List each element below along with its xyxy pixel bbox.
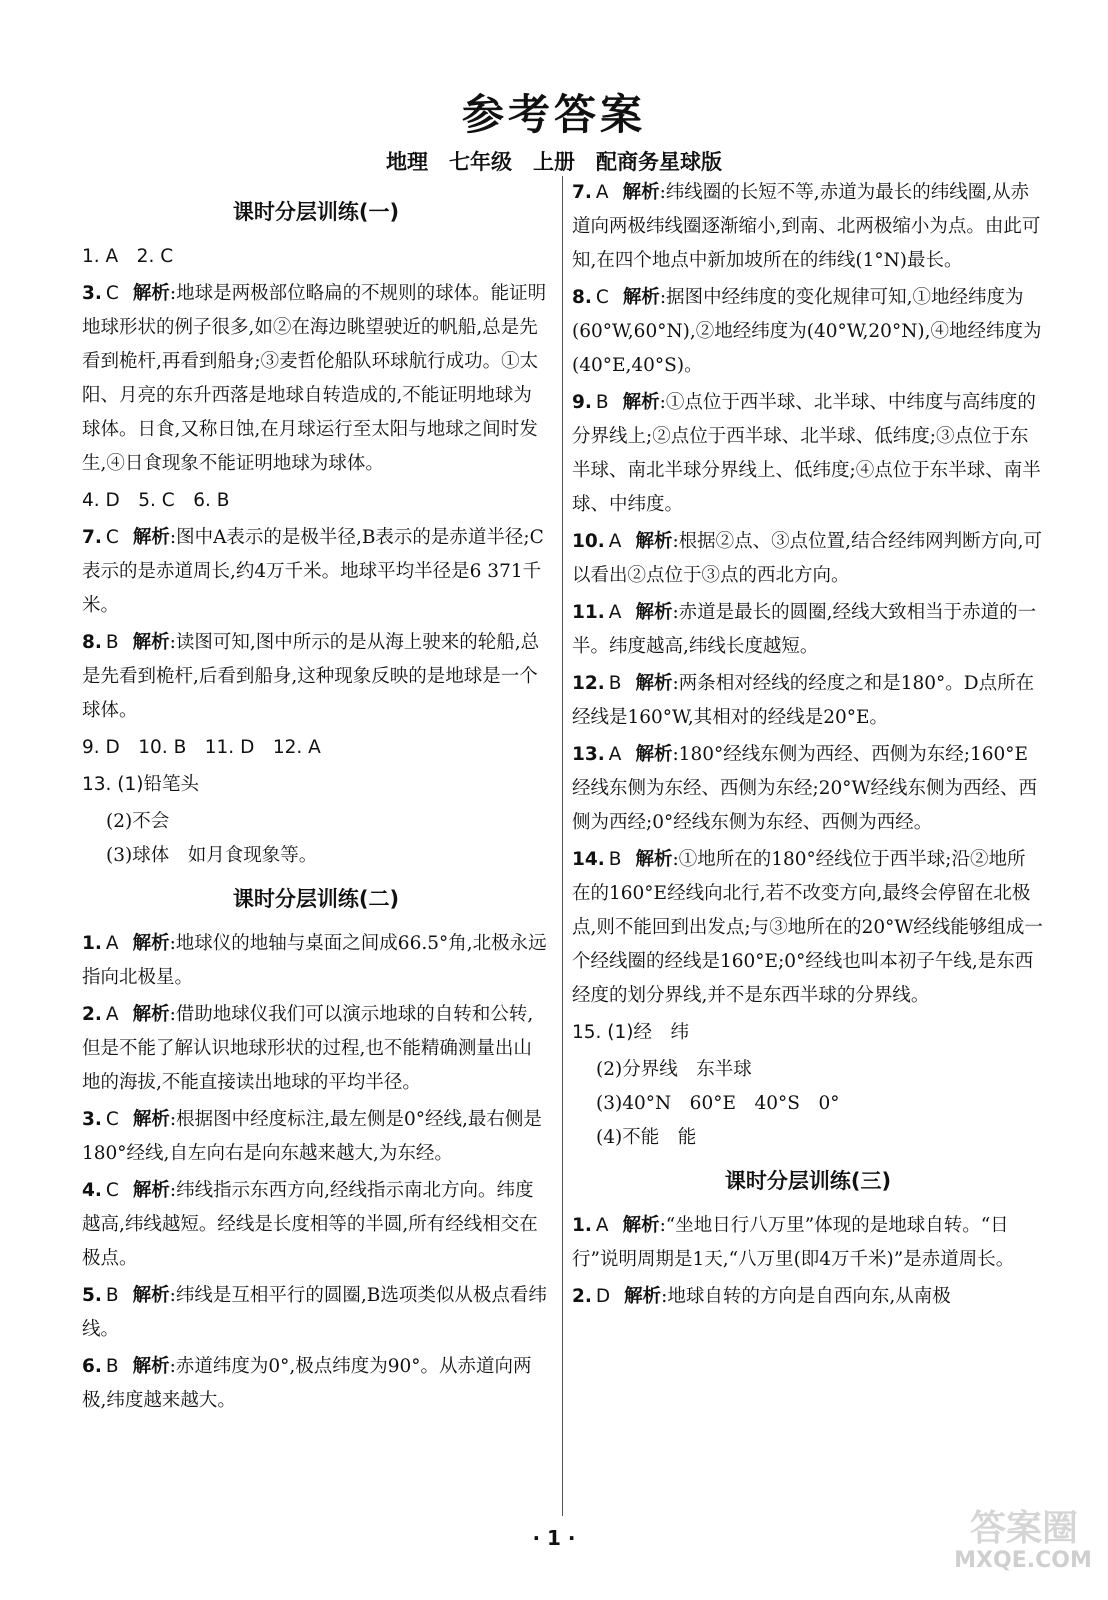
analysis-label: 解析 bbox=[132, 527, 170, 548]
analysis-text: :读图可知,图中所示的是从海上驶来的轮船,总是先看到桅杆,后看到船身,这种现象反映的是地球是一个球体。 bbox=[82, 632, 540, 721]
answer-item bbox=[572, 1209, 1044, 1277]
answer-choice: C bbox=[105, 1180, 119, 1201]
question-number: 7. bbox=[82, 527, 102, 548]
answer-item bbox=[82, 927, 550, 995]
watermark bbox=[948, 1500, 1098, 1592]
answer-item bbox=[82, 626, 550, 728]
answer-choice: C bbox=[105, 527, 119, 548]
answer-choice: D bbox=[595, 1286, 611, 1307]
analysis-label: 解析 bbox=[132, 1180, 170, 1201]
answer-item bbox=[572, 596, 1044, 664]
question-number: 7. bbox=[572, 182, 592, 203]
question-number: 4. bbox=[82, 1180, 102, 1201]
answer-choice: B bbox=[105, 632, 119, 653]
analysis-label: 解析 bbox=[622, 1215, 660, 1236]
answer-line: 1. A 2. C bbox=[82, 246, 174, 267]
answer-choice: A bbox=[105, 1004, 119, 1025]
answer-line: 4. D 5. C 6. B bbox=[82, 490, 230, 511]
answer-choice: B bbox=[105, 1356, 119, 1377]
sub-answer: (2)不会 bbox=[106, 811, 170, 832]
answer-choice: A bbox=[608, 531, 622, 552]
answer-choice: B bbox=[608, 849, 622, 870]
analysis-text: :根据图中经度标注,最左侧是0°经线,最右侧是180°经线,自左向右是向东越来越大,为东经。 bbox=[82, 1109, 542, 1164]
page-number: · 1 · bbox=[532, 1526, 576, 1550]
answer-choice: A bbox=[608, 744, 622, 765]
answer-item bbox=[82, 1350, 550, 1418]
answer-item bbox=[82, 1174, 550, 1276]
analysis-label: 解析 bbox=[132, 1004, 170, 1025]
analysis-text: :纬线指示东西方向,经线指示南北方向。纬度越高,纬线越短。经线是长度相等的半圆,所有经线相交在极点。 bbox=[82, 1180, 538, 1269]
question-number: 1. bbox=[82, 933, 102, 954]
sub-answer: (4)不能 能 bbox=[596, 1127, 697, 1148]
right-column bbox=[572, 176, 1044, 1317]
question-number: 14. bbox=[572, 849, 605, 870]
analysis-label: 解析 bbox=[635, 531, 673, 552]
answer-choice: A bbox=[105, 933, 119, 954]
answer-item bbox=[572, 843, 1044, 1013]
analysis-text: :地球自转的方向是自西向东,从南极 bbox=[661, 1286, 951, 1307]
analysis-label: 解析 bbox=[132, 1285, 170, 1306]
analysis-text: :借助地球仪我们可以演示地球的自转和公转,但是不能了解认识地球形状的过程,也不能精确测量出山地的海拔,不能直接读出地球的平均半径。 bbox=[82, 1004, 534, 1093]
analysis-label: 解析 bbox=[132, 283, 170, 304]
analysis-label: 解析 bbox=[635, 602, 673, 623]
watermark-logo: 答案圈 bbox=[969, 1508, 1078, 1549]
answer-choice: B bbox=[105, 1285, 119, 1306]
analysis-label: 解析 bbox=[635, 673, 673, 694]
question-number: 5. bbox=[82, 1285, 102, 1306]
question-number: 12. bbox=[572, 673, 605, 694]
answer-line: 15. (1)经 纬 bbox=[572, 1022, 690, 1043]
page-subtitle: 地理 七年级 上册 配商务星球版 bbox=[386, 150, 722, 174]
answer-choice: C bbox=[105, 1109, 119, 1130]
question-number: 11. bbox=[572, 602, 605, 623]
analysis-text: :①点位于西半球、北半球、中纬度与高纬度的分界线上;②点位于西半球、北半球、低纬度;③点位于东半球、南北半球分界线上、低纬度;④点位于东半球、南半球、中纬度。 bbox=[572, 392, 1041, 515]
sub-answer: (3)40°N 60°E 40°S 0° bbox=[596, 1093, 840, 1114]
analysis-label: 解析 bbox=[622, 287, 660, 308]
analysis-text: :180°经线东侧为西经、西侧为东经;160°E经线东侧为东经、西侧为东经;20°W经线东侧为西经、西侧为西经;0°经线东侧为东经、西侧为西经。 bbox=[572, 744, 1038, 833]
question-number: 13. bbox=[572, 744, 605, 765]
answer-choice: A bbox=[595, 182, 609, 203]
question-number: 1. bbox=[572, 1215, 592, 1236]
question-number: 6. bbox=[82, 1356, 102, 1377]
analysis-label: 解析 bbox=[635, 849, 673, 870]
section-heading: 课时分层训练(三) bbox=[724, 1169, 892, 1193]
answer-line: 13. (1)铅笔头 bbox=[82, 774, 200, 795]
answer-choice: C bbox=[105, 283, 119, 304]
analysis-text: :“坐地日行八万里”体现的是地球自转。“日行”说明周期是1天,“八万里(即4万千米)”是赤道周长。 bbox=[572, 1215, 1015, 1270]
analysis-text: :①地所在的180°经线位于西半球;沿②地所在的160°E经线向北行,若不改变方向,最终会停留在北极点,则不能回到出发点;与③地所在的20°W经线能够组成一个经线圈的经线是160°E;0°经线也叫本初子午线,是东西经度的划分界线,并不是东西半球的分界线。 bbox=[572, 849, 1043, 1006]
section-heading: 课时分层训练(一) bbox=[232, 200, 400, 224]
question-number: 8. bbox=[572, 287, 592, 308]
answer-item bbox=[82, 521, 550, 623]
analysis-text: :根据②点、③点位置,结合经纬网判断方向,可以看出②点位于③点的西北方向。 bbox=[572, 531, 1042, 586]
section-heading: 课时分层训练(二) bbox=[232, 887, 400, 911]
answer-item bbox=[572, 1280, 1044, 1314]
answer-item bbox=[572, 738, 1044, 840]
analysis-text: :地球仪的地轴与桌面之间成66.5°角,北极永远指向北极星。 bbox=[82, 933, 547, 988]
analysis-text: :赤道是最长的圆圈,经线大致相当于赤道的一半。纬度越高,纬线长度越短。 bbox=[572, 602, 1037, 657]
analysis-text: :纬线圈的长短不等,赤道为最长的纬线圈,从赤道向两极纬线圈逐渐缩小,到南、北两极缩小为点。由此可知,在四个地点中新加坡所在的纬线(1°N)最长。 bbox=[572, 182, 1041, 271]
page-title: 参考答案 bbox=[461, 90, 646, 139]
question-number: 3. bbox=[82, 1109, 102, 1130]
answer-item bbox=[82, 1279, 550, 1347]
analysis-label: 解析 bbox=[132, 1109, 170, 1130]
analysis-text: :纬线是互相平行的圆圈,B选项类似从极点看纬线。 bbox=[82, 1285, 547, 1340]
analysis-text: :地球是两极部位略扁的不规则的球体。能证明地球形状的例子很多,如②在海边眺望驶近的帆船,总是先看到桅杆,再看到船身;③麦哲伦船队环球航行成功。①太阳、月亮的东升西落是地球自转造成的,不能证明地球为球体。日食,又称日蚀,在月球运行至太阳与地球之间时发生,④日食现象不能证明地球为球体。 bbox=[82, 283, 547, 474]
question-number: 10. bbox=[572, 531, 605, 552]
sub-answer: (2)分界线 东半球 bbox=[596, 1059, 752, 1080]
analysis-text: :赤道纬度为0°,极点纬度为90°。从赤道向两极,纬度越来越大。 bbox=[82, 1356, 532, 1411]
analysis-label: 解析 bbox=[622, 182, 660, 203]
sub-answer: (3)球体 如月食现象等。 bbox=[106, 845, 318, 866]
answer-item bbox=[572, 386, 1044, 522]
question-number: 2. bbox=[572, 1286, 592, 1307]
analysis-text: :两条相对经线的经度之和是180°。D点所在经线是160°W,其相对的经线是20°E。 bbox=[572, 673, 1035, 728]
question-number: 8. bbox=[82, 632, 102, 653]
answer-choice: A bbox=[608, 602, 622, 623]
answer-choice: A bbox=[595, 1215, 609, 1236]
answer-item bbox=[572, 667, 1044, 735]
answer-choice: B bbox=[608, 673, 622, 694]
answer-item bbox=[572, 281, 1044, 383]
analysis-label: 解析 bbox=[132, 632, 170, 653]
analysis-label: 解析 bbox=[132, 1356, 170, 1377]
question-number: 3. bbox=[82, 283, 102, 304]
watermark-url: MXQE.COM bbox=[954, 1548, 1092, 1573]
left-column bbox=[82, 186, 550, 1421]
answer-item bbox=[572, 176, 1044, 278]
answer-item bbox=[82, 1103, 550, 1171]
column-divider bbox=[562, 176, 563, 1516]
analysis-label: 解析 bbox=[624, 1286, 662, 1307]
analysis-text: :据图中经纬度的变化规律可知,①地经纬度为(60°W,60°N),②地经纬度为(40°W,20°N),④地经纬度为(40°E,40°S)。 bbox=[572, 287, 1042, 376]
answer-item bbox=[572, 525, 1044, 593]
question-number: 9. bbox=[572, 392, 592, 413]
answer-line: 9. D 10. B 11. D 12. A bbox=[82, 737, 321, 758]
analysis-label: 解析 bbox=[622, 392, 660, 413]
analysis-text: :图中A表示的是极半径,B表示的是赤道半径;C表示的是赤道周长,约4万千米。地球平均半径是6 371千米。 bbox=[82, 527, 544, 616]
question-number: 2. bbox=[82, 1004, 102, 1025]
answer-choice: B bbox=[595, 392, 609, 413]
answer-choice: C bbox=[595, 287, 609, 308]
analysis-label: 解析 bbox=[635, 744, 673, 765]
answer-item bbox=[82, 998, 550, 1100]
analysis-label: 解析 bbox=[132, 933, 170, 954]
answer-item bbox=[82, 277, 550, 481]
